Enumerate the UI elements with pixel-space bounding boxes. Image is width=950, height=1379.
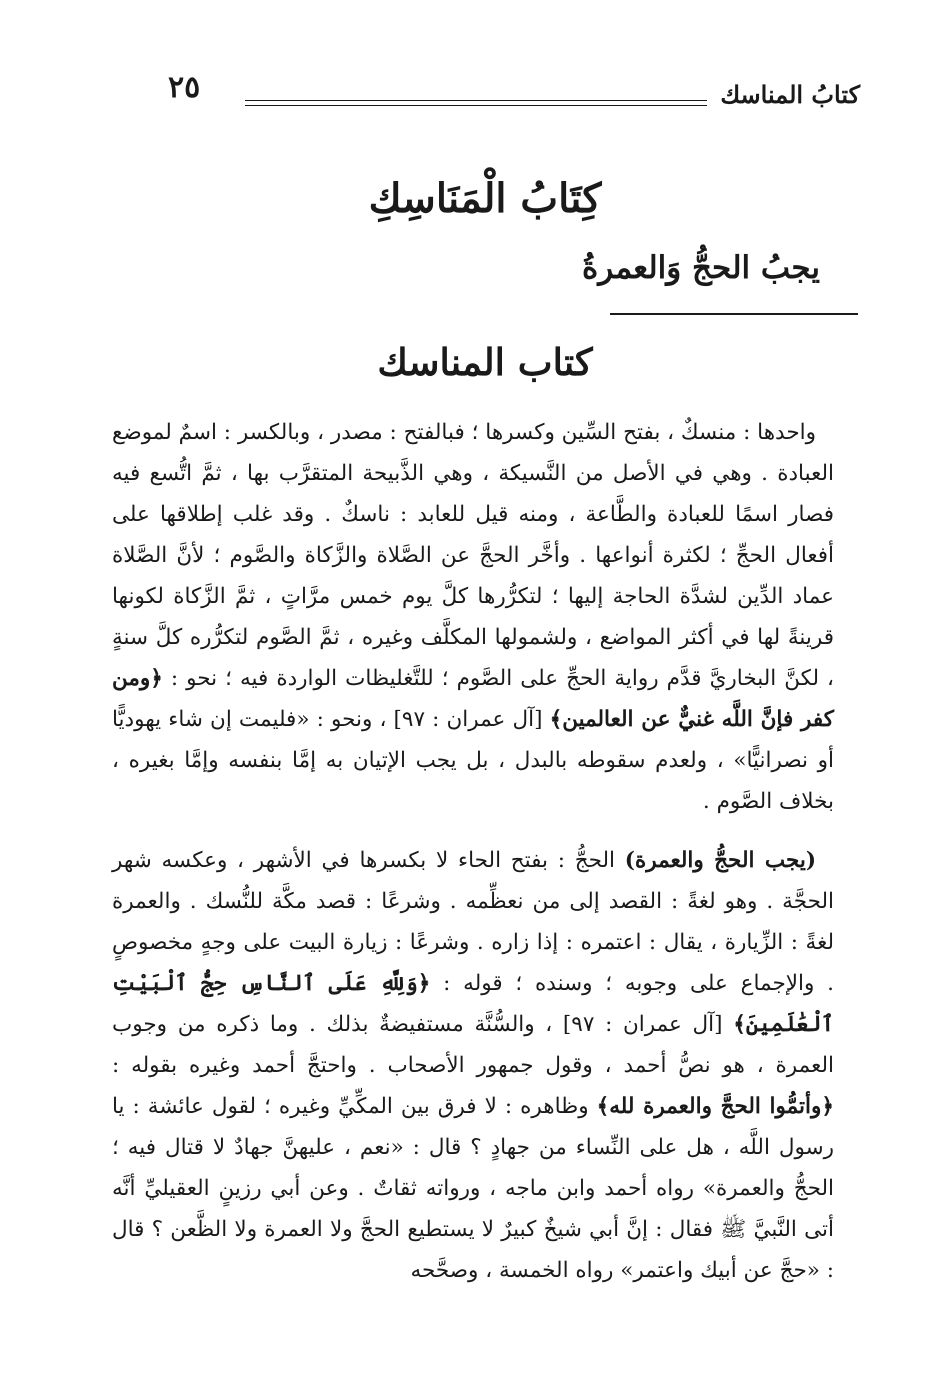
paragraph-1-text-a: واحدها : منسكٌ ، بفتح السِّين وكسرها ؛ فبالفتح : مصدر ، وبالكسر : اسمٌ لموضع العبادة . وهي في الأصل من النَّسيكة ، وهي الذَّبيحة المتقرَّب بها ، ثمَّ اتُّسع فيه فصار اسمًا للعبادة والطَّاعة ، ومنه قيل للعابد : ناسكٌ . وقد غلب إطلاقها على أفعال الحجِّ ؛ لكثرة أنواعها . وأخَّر الحجَّ عن الصَّلاة والزَّكاة والصَّوم ؛ لأنَّ الصَّلاة عماد الدِّين لشدَّة الحاجة إليها ؛ لتكرُّرها كلَّ يوم خمس مرَّاتٍ ، ثمَّ الزَّكاة لكونها قرينةً لها في أكثر المواضع ، ولشمولها المكلَّف وغيره ، ثمَّ الصَّوم لتكرُّره كلَّ سنةٍ ، لكنَّ البخاريَّ قدَّم رواية الحجِّ على الصَّوم ؛ للتَّغليظات الواردة فيه ؛ نحو : [112, 420, 834, 691]
matn-chapter-title: كِتَابُ الْمَنَاسِكِ [368, 175, 602, 222]
paragraph-2-text-b: [آل عمران : ٩٧] ، والسُّنَّة مستفيضةٌ بذلك . وما ذكره من وجوب العمرة ، هو نصُّ أحمد ، وقول جمهور الأصحاب . واحتجَّ أحمد وغيره بقوله : [112, 1012, 834, 1078]
matn-quote-lead: (يجب الحجُّ والعمرة) [624, 848, 817, 873]
page-number: ٢٥ [168, 70, 201, 105]
quran-verse: ﴿وَلِلَّهِ عَلَى ٱلنَّاسِ حِجُّ ٱلْبَيْتِ ٱلْعَٰلَمِينَ﴾ [112, 971, 834, 1037]
commentary-paragraph-1 [112, 412, 834, 822]
matn-text: يجبُ الحجُّ وَالعمرةُ [582, 250, 820, 286]
paragraph-2-text-a: الحجُّ : بفتح الحاء لا بكسرها في الأشهر ، وعكسه شهر الحجَّة . وهو لغةً : القصد إلى من نعظِّمه . وشرعًا : قصد مكَّة للنُّسك . والعمرة لغةً : الزِّيارة ، يقال : اعتمره : إذا زاره . وشرعًا : زيارة البيت على وجهٍ مخصوصٍ . والإجماع على وجوبه ؛ وسنده ؛ قوله : [112, 848, 834, 996]
quran-verse: ﴿وأتمُّوا الحجَّ والعمرة لله﴾ [596, 1094, 834, 1119]
running-title: كتابُ المناسك [720, 80, 860, 109]
paragraph-2-text-c: وظاهره : لا فرق بين المكِّيِّ وغيره ؛ لقول عائشة : يا رسول اللَّه ، هل على النِّساء من جهادٍ ؟ قال : «نعم ، عليهنَّ جهادٌ لا قتال فيه ؛ الحجُّ والعمرة» رواه أحمد وابن ماجه ، ورواته ثقاتٌ . وعن أبي رزينٍ العقيليِّ أنَّه أتى النَّبيَّ ﷺ فقال : إنَّ أبي شيخٌ كبيرٌ لا يستطيع الحجَّ ولا العمرة ولا الظَّعن ؟ قال : «حجَّ عن أبيك واعتمر» رواه الخمسة ، وصحَّحه [112, 1094, 834, 1283]
commentary-paragraph-2 [112, 840, 834, 1291]
paragraph-1-text-b: [آل عمران : ٩٧] ، ونحو : «فليمت إن شاء يهوديًّا أو نصرانيًّا» ، ولعدم سقوطه بالبدل ، بل يجب الإتيان به إمَّا بنفسه وإمَّا بغيره ، بخلاف الصَّوم . [112, 707, 834, 814]
commentary-chapter-title: كتاب المناسك [377, 340, 593, 384]
header-rule [245, 100, 707, 106]
quran-verse: ﴿ومن كفر فإنَّ اللَّه غنيٌّ عن العالمين﴾ [112, 666, 834, 732]
matn-separator-rule [610, 313, 858, 315]
